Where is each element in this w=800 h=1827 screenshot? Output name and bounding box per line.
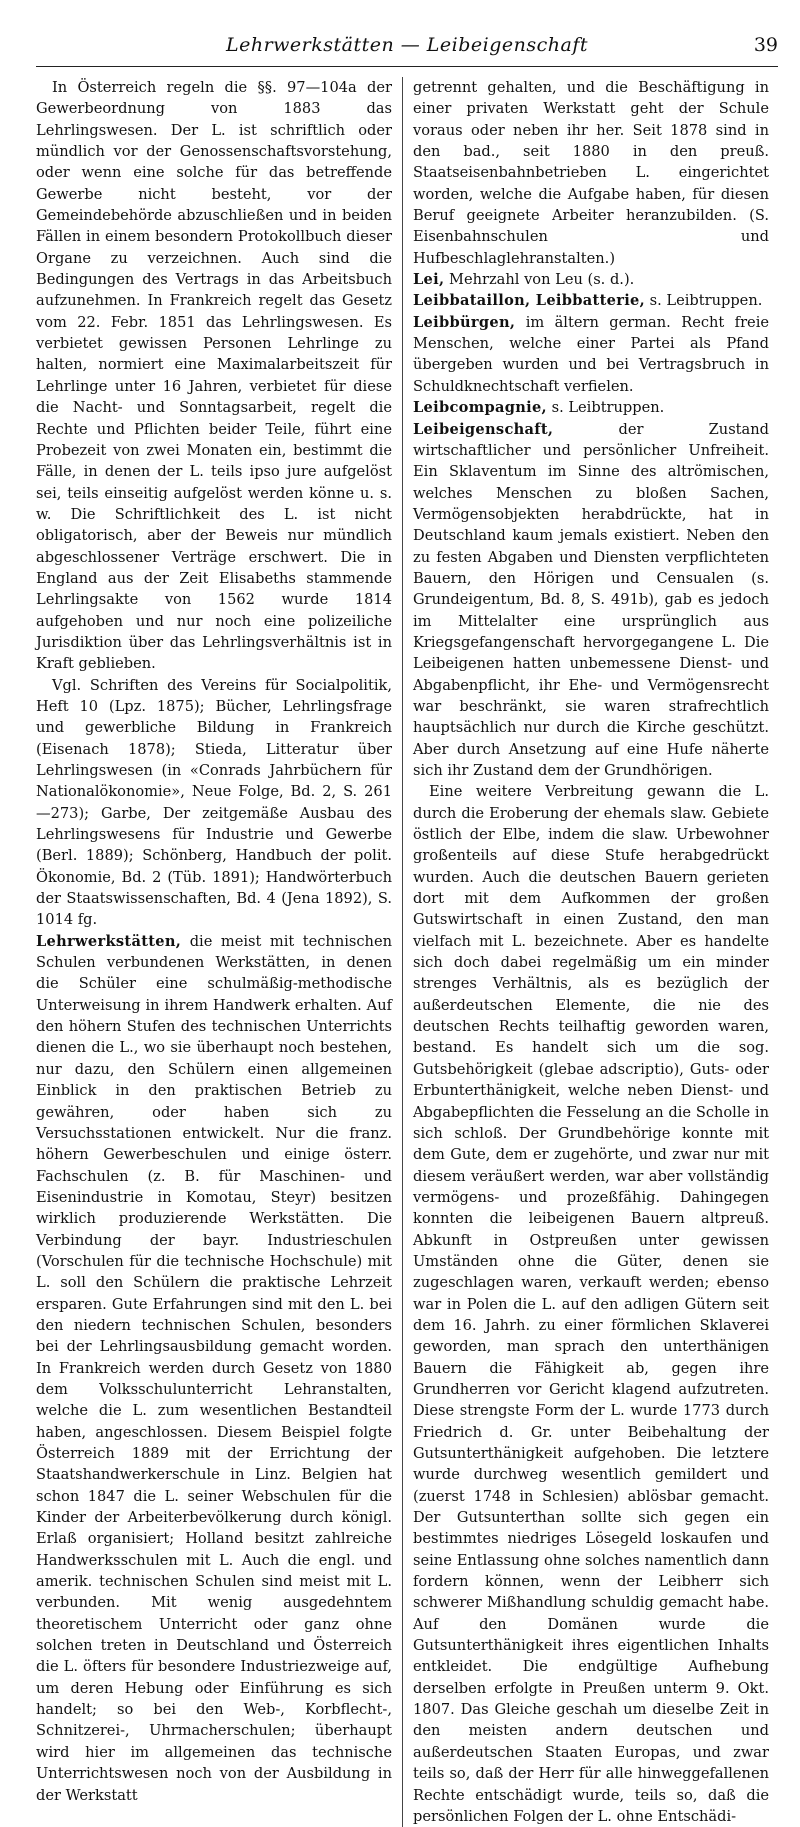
entry-lemma: Lehrwerkstätten, bbox=[36, 932, 182, 950]
entry-lemma: Leibeigenschaft, bbox=[413, 420, 554, 438]
paragraph: getrennt gehalten, und die Beschäftigung in einer privaten Werkstatt geht der Schule voraus oder neben ihr her. Seit 1878 sind in den bad., seit 1880 in den preuß. Staatseisenbahnbetrieben L. eingerichtet worden, welche die Aufgabe haben, für diesen Beruf geeignete Arbeiter heranzubilden. (S. Eisenbahnschulen und Hufbeschlaglehranstalten.) bbox=[413, 79, 769, 267]
entry-lei bbox=[413, 269, 769, 290]
entry-lehrwerkstaetten bbox=[36, 931, 392, 1806]
page-header bbox=[36, 34, 778, 67]
text-columns bbox=[36, 77, 778, 1827]
entry-text: im ältern german. Recht freie Menschen, welche einer Partei als Pfand übergeben wurden und bei Vertragsbruch in Schuldknechtschaft verfielen. bbox=[413, 313, 769, 395]
entry-lemma: Leibbataillon, Leibbatterie, bbox=[413, 292, 646, 310]
right-column bbox=[402, 77, 769, 1827]
entry-lemma: Lei, bbox=[413, 271, 445, 289]
paragraph: In Österreich regeln die §§. 97—104a der Gewerbeordnung von 1883 das Lehrlingswesen. Der L. ist schriftlich oder mündlich vor der Genossenschaftsvorstehung, oder wenn eine solche für das betreffende Gewerbe nicht besteht, vor der Gemeindebehörde abzuschließen und in beiden Fällen in einem besondern Protokollbuch dieser Organe zu verzeichnen. Auch sind die Bedingungen des Vertrags in das Arbeitsbuch aufzunehmen. In Frankreich regelt das Gesetz vom 22. Febr. 1851 das Lehrlingswesen. Es verbietet gewissen Personen Lehrlinge zu halten, normiert eine Maximalarbeitszeit für Lehrlinge unter 16 Jahren, verbietet für diese die Nacht- und Sonntagsarbeit, regelt die Rechte und Pflichten beider Teile, führt eine Probezeit von zwei Monaten ein, bestimmt die Fälle, in denen der L. teils ipso jure aufgelöst sei, teils einseitig aufgelöst werden könne u. s. w. Die Schriftlichkeit des L. ist nicht obligatorisch, aber der Beweis nur mündlich abgeschlossener Verträge erschwert. Die in England aus der Zeit Elisabeths stammende Lehrlingsakte von 1562 wurde 1814 aufgehoben und nur noch eine polizeiliche Jurisdiktion über das Lehrlingsverhältnis ist in Kraft geblieben. bbox=[36, 79, 392, 673]
entry-text: s. Leibtruppen. bbox=[645, 292, 763, 310]
entry-text: der Zustand wirtschaftlicher und persönlicher Unfreiheit. Ein Sklaventum im Sinne des altrömischen, welches Menschen zu bloßen Sachen, Vermögensobjekten herabdrückte, hat in Deutschland kaum jemals existiert. Neben den zu festen Abgaben und Diensten verpflichteten Bauern, den Hörigen und Censualen (s. Grundeigentum, Bd. 8, S. 491b), gab es jedoch im Mittelalter eine ursprünglich aus Kriegsgefangenschaft hervorgegangene L. Die Leibeigenen hatten unbemessene Dienst- und Abgabenpflicht, ihr Ehe- und Vermögensrecht war beschränkt, sie waren strafrechtlich hauptsächlich nur durch die Kirche geschützt. Aber durch Ansetzung auf eine Hufe näherte sich ihr Zustand dem der Grundhörigen. bbox=[413, 420, 769, 779]
entry-leibbuergen bbox=[413, 312, 769, 397]
entry-leibeigenschaft bbox=[413, 419, 769, 782]
running-title: Lehrwerkstätten — Leibeigenschaft bbox=[225, 34, 589, 56]
entry-lemma: Leibbürgen, bbox=[413, 313, 516, 331]
entry-lemma: Leibcompagnie, bbox=[413, 399, 547, 417]
entry-text: die meist mit technischen Schulen verbundenen Werkstätten, in denen die Schüler eine schulmäßig-methodische Unterweisung in ihrem Handwerk erhalten. Auf den höhern Stufen des technischen Unterrichts dienen die L., wo sie überhaupt noch bestehen, nur dazu, den Schülern einen allgemeinen Einblick in den praktischen Betrieb zu gewähren, oder haben sich zu Versuchsstationen entwickelt. Nur die franz. höhern Gewerbeschulen und einige österr. Fachschulen (z. B. für Maschinen- und Eisenindustrie in Komotau, Steyr) besitzen wirklich produzierende Werkstätten. Die Verbindung der bayr. Industrieschulen (Vorschulen für die technische Hochschule) mit L. soll den Schülern die praktische Lehrzeit ersparen. Gute Erfahrungen sind mit den L. bei den niedern technischen Schulen, besonders bei der Lehrlingsausbildung gemacht worden. In Frankreich werden durch Gesetz von 1880 dem Volksschulunterricht Lehranstalten, welche die L. zum wesentlichen Bestandteil haben, angeschlossen. Diesem Beispiel folgte Österreich 1889 mit der Errichtung der Staatshandwerkerschule in Linz. Belgien hat schon 1847 die L. seiner Webschulen für die Kinder der Arbeiterbevölkerung durch königl. Erlaß organisiert; Holland besitzt zahlreiche Handwerksschulen mit L. Auch die engl. und amerik. technischen Schulen sind meist mit L. verbunden. Mit wenig ausgedehntem theoretischem Unterricht oder ganz ohne solchen treten in Deutschland und Österreich die L. öfters für besondere Industriezweige auf, um deren Hebung oder Einführung es sich handelt; so bei den Web-, Korbflecht-, Schnitzerei-, Uhrmacherschulen; überhaupt wird hier im allgemeinen das technische Unterrichtswesen noch von der Ausbildung in der Werkstatt bbox=[36, 932, 392, 1804]
page-number: 39 bbox=[753, 34, 778, 56]
entry-text: Mehrzahl von Leu (s. d.). bbox=[444, 271, 635, 289]
left-column bbox=[36, 77, 402, 1827]
entry-leibcompagnie bbox=[413, 397, 769, 418]
paragraph: Eine weitere Verbreitung gewann die L. durch die Eroberung der ehemals slaw. Gebiete östlich der Elbe, indem die slaw. Urbewohner großenteils auf diese Stufe herabgedrückt wurden. Auch die deutschen Bauern gerieten dort mit dem Aufkommen der großen Gutswirtschaft in einen Zustand, den man vielfach mit L. bezeichnete. Aber es handelte sich doch dabei regelmäßig um ein minder strenges Verhältnis, als es bezüglich der außerdeutschen Elemente, die nie des deutschen Rechts teilhaftig geworden waren, bestand. Es handelt sich um die sog. Gutsbehörigkeit (glebae adscriptio), Guts- oder Erbunterthänigkeit, welche neben Dienst- und Abgabepflichten die Fesselung an die Scholle in sich schloß. Der Grundbehörige konnte mit dem Gute, dem er zugehörte, und zwar nur mit diesem veräußert werden, war aber vollständig vermögens- und prozeßfähig. Dahingegen konnten die leibeigenen Bauern altpreuß. Abkunft in Ostpreußen unter gewissen Umständen ohne die Güter, denen sie zugeschlagen waren, verkauft werden; ebenso war in Polen die L. auf den adligen Gütern seit dem 16. Jahrh. zu einer förmlichen Sklaverei geworden, man sprach den unterthänigen Bauern die Fähigkeit ab, gegen ihre Grundherren vor Gericht klagend aufzutreten. Diese strengste Form der L. wurde 1773 durch Friedrich d. Gr. unter Beibehaltung der Gutsunterthänigkeit aufgehoben. Die letztere wurde durchweg wesentlich gemildert und (zuerst 1748 in Schlesien) ablösbar gemacht. Der Gutsunterthan sollte sich gegen ein bestimmtes niedriges Lösegeld loskaufen und seine Entlassung ohne solches namentlich dann fordern können, wenn der Leibherr sich schwerer Mißhandlung schuldig gemacht habe. Auf den Domänen wurde die Gutsunterthänigkeit ihres eigentlichen Inhalts entkleidet. Die endgültige Aufhebung derselben erfolgte in Preußen unterm 9. Okt. 1807. Das Gleiche geschah um dieselbe Zeit in den meisten andern deutschen und außerdeutschen Staaten Europas, und zwar teils so, daß der Herr für alle hinweggefallenen Rechte entschädigt wurde, teils so, daß die persönlichen Folgen der L. ohne Entschädi- bbox=[413, 783, 769, 1825]
entry-leibbataillon bbox=[413, 290, 769, 311]
paragraph: Vgl. Schriften des Vereins für Socialpolitik, Heft 10 (Lpz. 1875); Bücher, Lehrlingsfrage und gewerbliche Bildung in Frankreich (Eisenach 1878); Stieda, Litteratur über Lehrlingswesen (in «Conrads Jahrbüchern für Nationalökonomie», Neue Folge, Bd. 2, S. 261—273); Garbe, Der zeitgemäße Ausbau des Lehrlingswesens für Industrie und Gewerbe (Berl. 1889); Schönberg, Handbuch der polit. Ökonomie, Bd. 2 (Tüb. 1891); Handwörterbuch der Staatswissenschaften, Bd. 4 (Jena 1892), S. 1014 fg. bbox=[36, 676, 392, 929]
entry-text: s. Leibtruppen. bbox=[546, 399, 665, 417]
